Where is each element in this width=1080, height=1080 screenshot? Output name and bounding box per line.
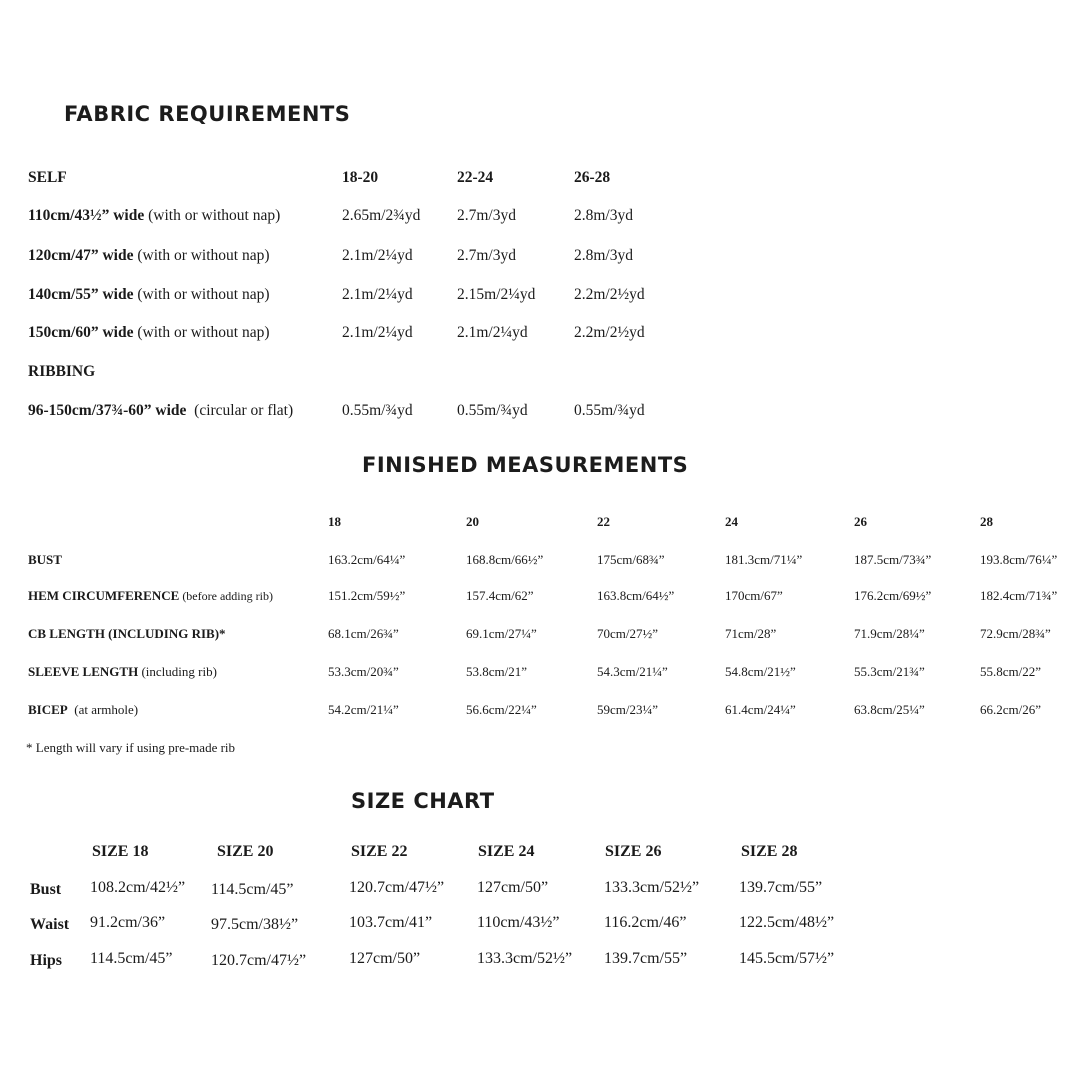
size-chart-row-label: Hips: [30, 952, 63, 969]
size-chart-value: 120.7cm/47½”: [211, 952, 307, 969]
ribbing-value: 0.55m/¾yd: [574, 402, 645, 419]
ribbing-value: 0.55m/¾yd: [457, 402, 528, 419]
measure-value: 70cm/27½”: [597, 626, 659, 641]
measure-size-header: 20: [466, 514, 479, 529]
fabric-size-header: 22-24: [457, 169, 494, 186]
ribbing-row-label: 96-150cm/37¾-60” wide (circular or flat): [28, 402, 294, 419]
measure-value: 54.2cm/21¼”: [328, 702, 399, 717]
measure-value: 63.8cm/25¼”: [854, 702, 925, 717]
measure-value: 56.6cm/22¼”: [466, 702, 537, 717]
measure-value: 53.8cm/21”: [466, 664, 528, 679]
size-chart-value: 91.2cm/36”: [90, 914, 166, 931]
measure-value: 175cm/68¾”: [597, 552, 665, 567]
measure-size-header: 18: [328, 514, 341, 529]
measure-value: 182.4cm/71¾”: [980, 588, 1058, 603]
fabric-value: 2.1m/2¼yd: [342, 286, 413, 303]
fabric-value: 2.8m/3yd: [574, 247, 633, 264]
fabric-value: 2.7m/3yd: [457, 247, 516, 264]
measure-row-label: HEM CIRCUMFERENCE (before adding rib): [28, 588, 273, 603]
ribbing-value: 0.55m/¾yd: [342, 402, 413, 419]
measure-value: 54.8cm/21½”: [725, 664, 796, 679]
size-chart-row-label: Waist: [30, 916, 70, 933]
fabric-value: 2.7m/3yd: [457, 207, 516, 224]
measure-value: 54.3cm/21¼”: [597, 664, 668, 679]
measure-value: 176.2cm/69½”: [854, 588, 932, 603]
measure-value: 193.8cm/76¼”: [980, 552, 1058, 567]
measure-value: 61.4cm/24¼”: [725, 702, 796, 717]
measure-value: 163.8cm/64½”: [597, 588, 675, 603]
measure-value: 66.2cm/26”: [980, 702, 1042, 717]
measure-value: 71.9cm/28¼”: [854, 626, 925, 641]
fabric-value: 2.65m/2¾yd: [342, 207, 421, 224]
measure-size-header: 22: [597, 514, 610, 529]
size-chart-value: 114.5cm/45”: [211, 881, 294, 898]
size-chart-header: SIZE 26: [605, 843, 662, 860]
measure-value: 55.3cm/21¾”: [854, 664, 925, 679]
footnote: * Length will vary if using pre-made rib: [26, 740, 236, 755]
size-chart-title: SIZE CHART: [351, 789, 495, 813]
size-chart-value: 127cm/50”: [349, 950, 421, 967]
measure-value: 163.2cm/64¼”: [328, 552, 406, 567]
measure-value: 71cm/28”: [725, 626, 777, 641]
fabric-size-header: 26-28: [574, 169, 611, 186]
size-chart-value: 133.3cm/52½”: [477, 950, 573, 967]
measure-size-header: 28: [980, 514, 993, 529]
measure-value: 68.1cm/26¾”: [328, 626, 399, 641]
fabric-value: 2.15m/2¼yd: [457, 286, 536, 303]
size-chart-value: 97.5cm/38½”: [211, 916, 299, 933]
measure-value: 151.2cm/59½”: [328, 588, 406, 603]
fabric-row-label: 120cm/47” wide (with or without nap): [28, 247, 270, 264]
size-chart-value: 120.7cm/47½”: [349, 879, 445, 896]
measure-value: 69.1cm/27¼”: [466, 626, 537, 641]
fabric-value: 2.1m/2¼yd: [457, 324, 528, 341]
size-chart-header: SIZE 22: [351, 843, 408, 860]
size-chart-value: 103.7cm/41”: [349, 914, 433, 931]
size-chart-value: 122.5cm/48½”: [739, 914, 835, 931]
fabric-value: 2.2m/2½yd: [574, 286, 645, 303]
measure-value: 59cm/23¼”: [597, 702, 659, 717]
fabric-row-label: 110cm/43½” wide (with or without nap): [28, 207, 281, 224]
measure-value: 55.8cm/22”: [980, 664, 1042, 679]
measure-row-label: CB LENGTH (INCLUDING RIB)*: [28, 626, 226, 641]
size-chart-header: SIZE 24: [478, 843, 535, 860]
size-chart-header: SIZE 28: [741, 843, 798, 860]
measure-row-label: SLEEVE LENGTH (including rib): [28, 664, 217, 679]
measure-value: 157.4cm/62”: [466, 588, 534, 603]
fabric-value: 2.1m/2¼yd: [342, 324, 413, 341]
finished-measurements-title: FINISHED MEASUREMENTS: [362, 453, 689, 477]
size-chart-value: 108.2cm/42½”: [90, 879, 186, 896]
fabric-value: 2.1m/2¼yd: [342, 247, 413, 264]
measure-size-header: 26: [854, 514, 867, 529]
measure-value: 170cm/67”: [725, 588, 783, 603]
fabric-value: 2.2m/2½yd: [574, 324, 645, 341]
measure-row-label: BICEP (at armhole): [28, 702, 139, 717]
measure-value: 187.5cm/73¾”: [854, 552, 932, 567]
size-chart-value: 110cm/43½”: [477, 914, 560, 931]
measure-value: 168.8cm/66½”: [466, 552, 544, 567]
size-chart-value: 145.5cm/57½”: [739, 950, 835, 967]
size-chart-value: 116.2cm/46”: [604, 914, 687, 931]
size-chart-value: 139.7cm/55”: [739, 879, 823, 896]
size-chart-header: SIZE 20: [217, 843, 274, 860]
size-chart-row-label: Bust: [30, 881, 62, 898]
measure-value: 53.3cm/20¾”: [328, 664, 399, 679]
ribbing-label: RIBBING: [28, 363, 96, 380]
size-chart-value: 114.5cm/45”: [90, 950, 173, 967]
fabric-requirements-title: FABRIC REQUIREMENTS: [64, 102, 351, 126]
fabric-row-label: 150cm/60” wide (with or without nap): [28, 324, 270, 341]
fabric-size-header: 18-20: [342, 169, 379, 186]
size-chart-value: 139.7cm/55”: [604, 950, 688, 967]
fabric-value: 2.8m/3yd: [574, 207, 633, 224]
size-chart-value: 133.3cm/52½”: [604, 879, 700, 896]
measure-size-header: 24: [725, 514, 738, 529]
size-chart-value: 127cm/50”: [477, 879, 549, 896]
size-chart-header: SIZE 18: [92, 843, 149, 860]
measure-value: 72.9cm/28¾”: [980, 626, 1051, 641]
self-label: SELF: [28, 169, 67, 186]
measure-value: 181.3cm/71¼”: [725, 552, 803, 567]
fabric-row-label: 140cm/55” wide (with or without nap): [28, 286, 270, 303]
measure-row-label: BUST: [28, 552, 62, 567]
